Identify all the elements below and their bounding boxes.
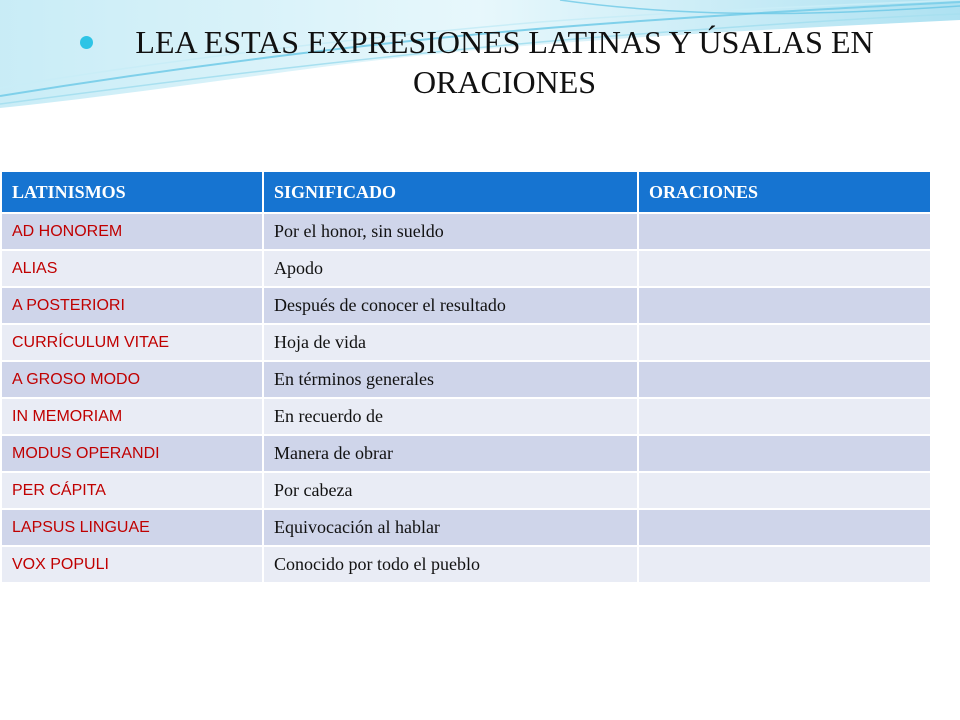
sentence-cell[interactable]	[638, 509, 931, 546]
latin-cell: AD HONOREM	[1, 213, 263, 250]
latin-cell: CURRÍCULUM VITAE	[1, 324, 263, 361]
latin-cell: PER CÁPITA	[1, 472, 263, 509]
title-block	[80, 22, 900, 102]
sentence-cell[interactable]	[638, 287, 931, 324]
sentence-cell[interactable]	[638, 250, 931, 287]
sentence-cell[interactable]	[638, 435, 931, 472]
table-row	[1, 213, 931, 250]
latin-cell: MODUS OPERANDI	[1, 435, 263, 472]
table-row	[1, 509, 931, 546]
latin-cell: A GROSO MODO	[1, 361, 263, 398]
latin-cell: ALIAS	[1, 250, 263, 287]
table-row	[1, 472, 931, 509]
sentence-cell[interactable]	[638, 472, 931, 509]
meaning-cell: En recuerdo de	[263, 398, 638, 435]
sentence-cell[interactable]	[638, 398, 931, 435]
meaning-cell: Hoja de vida	[263, 324, 638, 361]
meaning-cell: Manera de obrar	[263, 435, 638, 472]
table-row	[1, 398, 931, 435]
slide-title: LEA ESTAS EXPRESIONES LATINAS Y ÚSALAS EN ORACIONES	[135, 24, 874, 100]
header-latinismos: LATINISMOS	[1, 171, 263, 213]
meaning-cell: Apodo	[263, 250, 638, 287]
bullet-icon	[80, 36, 93, 49]
table-row	[1, 546, 931, 583]
table-row	[1, 324, 931, 361]
meaning-cell: Conocido por todo el pueblo	[263, 546, 638, 583]
table-row	[1, 287, 931, 324]
meaning-cell: En términos generales	[263, 361, 638, 398]
sentence-cell[interactable]	[638, 361, 931, 398]
meaning-cell: Después de conocer el resultado	[263, 287, 638, 324]
meaning-cell: Equivocación al hablar	[263, 509, 638, 546]
header-oraciones: ORACIONES	[638, 171, 931, 213]
sentence-cell[interactable]	[638, 213, 931, 250]
table-row	[1, 250, 931, 287]
latin-cell: VOX POPULI	[1, 546, 263, 583]
meaning-cell: Por el honor, sin sueldo	[263, 213, 638, 250]
latin-cell: IN MEMORIAM	[1, 398, 263, 435]
sentence-cell[interactable]	[638, 546, 931, 583]
table-row	[1, 361, 931, 398]
latin-cell: A POSTERIORI	[1, 287, 263, 324]
table-header-row	[1, 171, 931, 213]
table-row	[1, 435, 931, 472]
latinisms-table	[0, 170, 932, 584]
sentence-cell[interactable]	[638, 324, 931, 361]
latin-cell: LAPSUS LINGUAE	[1, 509, 263, 546]
header-significado: SIGNIFICADO	[263, 171, 638, 213]
meaning-cell: Por cabeza	[263, 472, 638, 509]
